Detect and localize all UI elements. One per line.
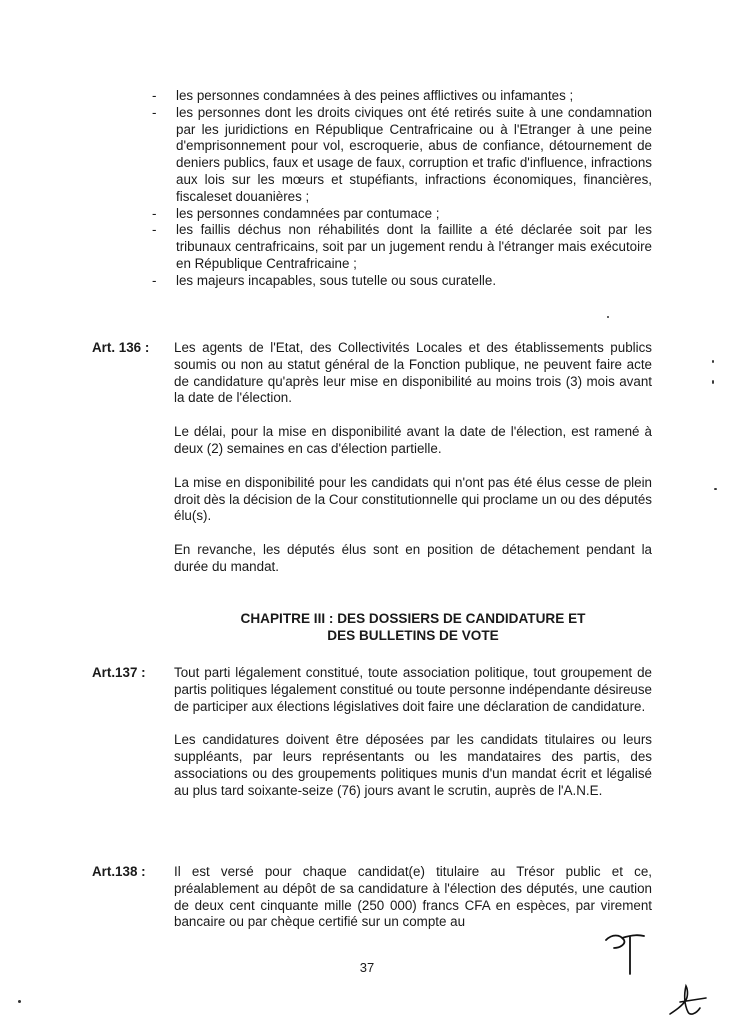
ineligibility-list	[152, 88, 652, 290]
list-item: - les personnes dont les droits civiques ont été retirés suite à une condamnation par les juridictions en République Centrafricaine ou à l'Etranger à une peine d'emprisonnement pour vol, escroquerie, abus de confiance, détournement de deniers publics, faux et usage de faux, corruption et trafic d'influence, infractions aux lois sur les mœurs et stupéfiants, infractions économiques, financières, fiscaleset douanières ;	[152, 105, 652, 206]
article-136	[92, 340, 652, 576]
article-138	[92, 864, 652, 931]
article-137	[92, 665, 652, 800]
article-label: Art.138 :	[92, 864, 146, 879]
list-item: - les personnes condamnées à des peines afflictives ou infamantes ;	[152, 88, 652, 105]
paragraph: Les candidatures doivent être déposées par les candidats titulaires ou leurs suppléants, par leurs représentants ou les mandataires des partis, des associations ou des groupements politiques munis d'un mandat écrit et légalisé au plus tard soixante-seize (76) jours avant le scrutin, auprès de l'A.N.E.	[174, 732, 652, 798]
paragraph: Le délai, pour la mise en disponibilité avant la date de l'élection, est ramené à deux (2) semaines en cas d'élection partielle.	[174, 424, 652, 456]
article-label: Art.137 :	[92, 665, 146, 680]
chapter-heading-line: CHAPITRE III : DES DOSSIERS DE CANDIDATURE ET	[240, 611, 586, 626]
scan-speck	[712, 360, 714, 363]
scan-speck	[18, 1000, 21, 1003]
list-item: - les personnes condamnées par contumace ;	[152, 206, 652, 223]
scan-speck	[607, 316, 609, 318]
handwritten-initials-icon	[600, 930, 650, 978]
article-label: Art. 136 :	[92, 340, 150, 355]
paragraph: Tout parti légalement constitué, toute association politique, tout groupement de partis politiques légalement constitué ou toute personne indépendante désireuse de participer aux élections législatives doit faire une déclaration de candidature.	[174, 665, 652, 714]
chapter-heading	[174, 610, 652, 644]
article-body	[174, 864, 652, 931]
paragraph: En revanche, les députés élus sont en position de détachement pendant la durée du mandat.	[174, 542, 652, 574]
paragraph: Les agents de l'Etat, des Collectivités Locales et des établissements publics soumis ou non au statut général de la Fonction publique, ne peuvent faire acte de candidature qu'après leur mise en disponibilité au moins trois (3) mois avant la date de l'élection.	[174, 340, 652, 406]
handwritten-signature-icon	[666, 980, 710, 1020]
paragraph: La mise en disponibilité pour les candidats qui n'ont pas été élus cesse de plein droit dès la décision de la Cour constitutionnelle qui proclame un ou des députés élu(s).	[174, 474, 652, 524]
list-item: - les majeurs incapables, sous tutelle ou sous curatelle.	[152, 273, 652, 290]
article-body	[174, 665, 652, 800]
paragraph: Il est versé pour chaque candidat(e) titulaire au Trésor public et ce, préalablement au dépôt de sa candidature à l'élection des députés, une caution de deux cent cinquante mille (250 000) francs CFA en espèces, par virement bancaire ou par chèque certifié sur un compte au	[174, 864, 652, 930]
scan-speck	[712, 380, 714, 384]
page-number: 37	[359, 960, 375, 975]
article-body	[174, 340, 652, 576]
list-item: - les faillis déchus non réhabilités dont la faillite a été déclarée soit par les tribunaux centrafricains, soit par un jugement rendu à l'étranger mais exécutoire en République Centrafricaine ;	[152, 222, 652, 272]
chapter-heading-line: DES BULLETINS DE VOTE	[327, 628, 499, 643]
scan-speck	[714, 488, 717, 490]
